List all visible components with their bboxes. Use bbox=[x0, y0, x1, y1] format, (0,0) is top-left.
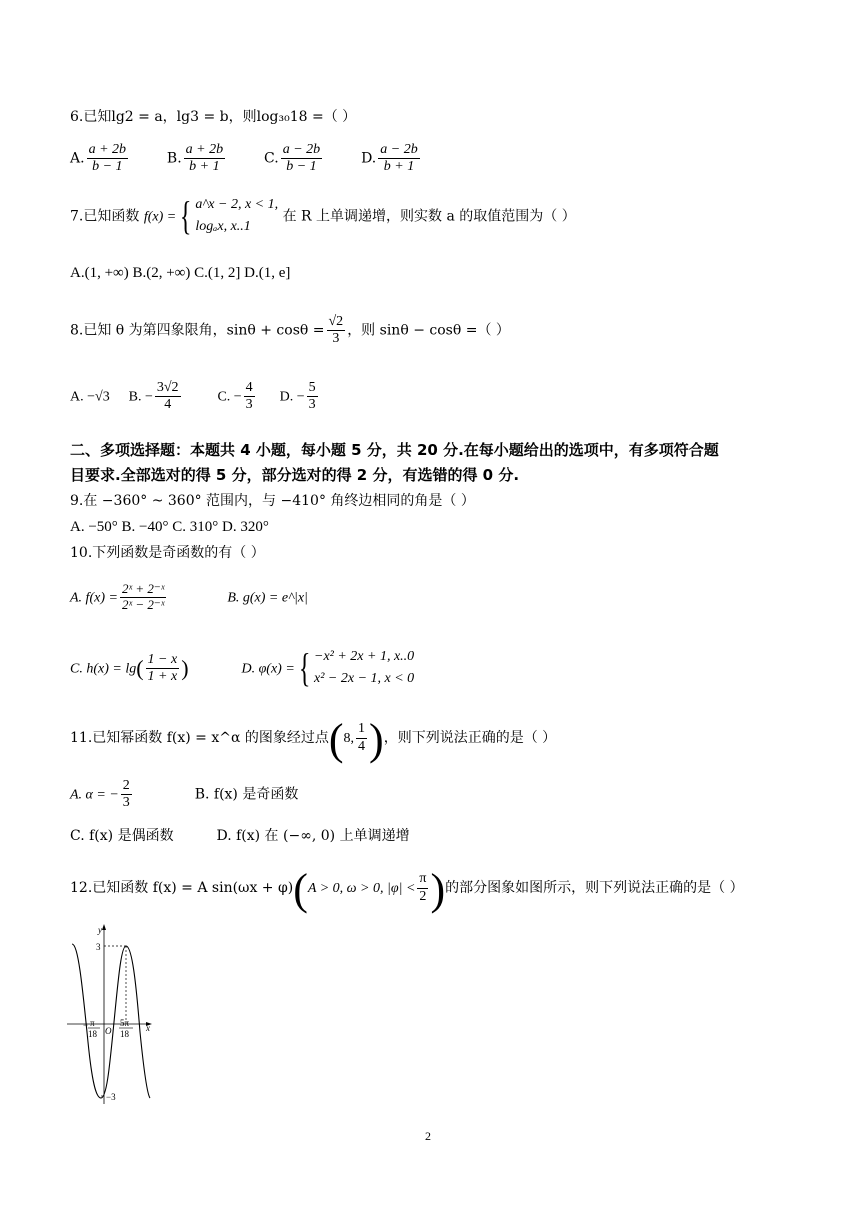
q10-opt-b: B. g(x) = e^|x| bbox=[227, 590, 308, 606]
q10-opt-d-case-2: x² − 2x − 1, x < 0 bbox=[314, 671, 415, 687]
xtick-1-sign: − bbox=[83, 1020, 89, 1030]
q6-opt-d-frac: $\frac{a - 2b}{b + 1}$ bbox=[380, 142, 418, 175]
origin-label: O bbox=[105, 1026, 112, 1036]
q6-opt-a-label: A. bbox=[70, 150, 85, 167]
q6-options bbox=[70, 142, 422, 175]
q12-suffix: 的部分图象如图所示，则下列说法正确的是（ ） bbox=[445, 880, 744, 896]
q11-opt-c: C. f(x) 是偶函数 bbox=[70, 828, 174, 844]
q8-opt-b-label: B. − bbox=[128, 389, 153, 405]
q8-opt-d-label: D. − bbox=[279, 389, 305, 405]
q12-stem: 12.已知函数 f(x) = A sin(ωx + φ)(A > 0, ω > 0, |φ| < $\frac{\pi}{2}$ )的部分图象如图所示，则下列说法正确的是（ ） bbox=[70, 865, 744, 914]
q11-point: 8, bbox=[343, 731, 355, 746]
q11-options-ab bbox=[70, 778, 298, 811]
xtick-2-num: 5π bbox=[120, 1018, 130, 1028]
q8-stem bbox=[70, 314, 510, 347]
q6-opt-b-frac: $\frac{a + 2b}{b + 1}$ bbox=[185, 142, 224, 175]
q6-stem: 6.已知lg2 = a，lg3 = b，则log₃₀18 =（ ） bbox=[70, 109, 357, 125]
q9-stem: 9.在 −360° ~ 360° 范围内，与 −410° 角终边相同的角是（ ） bbox=[70, 493, 475, 509]
q11-suffix: ，则下列说法正确的是（ ） bbox=[383, 730, 557, 746]
y-min-label: −3 bbox=[106, 1092, 116, 1102]
q7-case-1: a^x − 2, x < 1, bbox=[195, 197, 279, 212]
q8-suffix: ，则 sinθ − cosθ =（ ） bbox=[347, 322, 510, 339]
page-number: 2 bbox=[425, 1129, 431, 1143]
q10-opt-d-label: D. φ(x) = bbox=[241, 661, 295, 677]
q10-opt-c-frac: $\frac{1 - x}{1 + x}$ bbox=[147, 651, 178, 684]
q6-opt-c-frac: $\frac{a - 2b}{b - 1}$ bbox=[282, 142, 321, 175]
q7-stem: 7.已知函数 f(x) ={ a^x − 2, x < 1, logₐx, x..1 在 R 上单调递增，则实数 a 的取值范围为（ ） bbox=[70, 193, 576, 239]
q11-opt-d: D. f(x) 在 (−∞, 0) 上单调递增 bbox=[216, 828, 410, 844]
q7-case-2: logₐx, x..1 bbox=[195, 219, 251, 235]
q6-opt-c-label: C. bbox=[264, 150, 279, 167]
q8-opt-b-frac: $\frac{3√2}{4}$ bbox=[156, 380, 179, 413]
q7-prefix: 7.已知函数 bbox=[70, 208, 140, 225]
y-axis-arrow bbox=[102, 924, 106, 930]
q11-stem: 11.已知幂函数 f(x) = x^α 的图象经过点(8, $\frac{1}{4}$ )，则下列说法正确的是（ ） bbox=[70, 715, 557, 764]
q10-options-cd: C. h(x) = lg( $\frac{1 - x}{1 + x}$ ) D. φ(x) ={ −x² + 2x + 1, x..0 x² − 2x − 1, x < 0 bbox=[70, 645, 415, 691]
q9-options: A. −50° B. −40° C. 310° D. 320° bbox=[70, 519, 269, 535]
section-2-heading-line-1: 二、多项选择题：本题共 4 小题，每小题 5 分，共 20 分.在每小题给出的选项中，有多项符合题 bbox=[70, 441, 719, 459]
q10-opt-c-label: C. h(x) = lg bbox=[70, 661, 137, 677]
q10-stem: 10.下列函数是奇函数的有（ ） bbox=[70, 545, 265, 561]
q6-opt-b-label: B. bbox=[166, 150, 182, 167]
q12-condition: A > 0, ω > 0, |φ| < bbox=[307, 881, 416, 896]
q7-options: A.(1, +∞) B.(2, +∞) C.(1, 2] D.(1, e] bbox=[70, 265, 291, 281]
q12-prefix: 12.已知函数 f(x) = A sin(ωx + φ) bbox=[70, 880, 294, 896]
xtick-1-den: 18 bbox=[88, 1029, 97, 1039]
q6-opt-d-label: D. bbox=[361, 150, 377, 167]
q10-opt-d-case-1: −x² + 2x + 1, x..0 bbox=[314, 649, 415, 664]
q11-options-cd bbox=[70, 829, 410, 843]
q6-opt-a-frac: $\frac{a + 2b}{b - 1}$ bbox=[88, 142, 127, 175]
q10-opt-a-frac: $\frac{\text{2ˣ + 2⁻ˣ}}{\text{2ˣ − 2⁻ˣ}}$ bbox=[121, 581, 165, 612]
y-axis-label: y bbox=[98, 925, 102, 935]
q7-suffix: 在 R 上单调递增，则实数 a 的取值范围为（ ） bbox=[282, 208, 576, 225]
q11-opt-a-label: A. α = − bbox=[70, 787, 119, 803]
q8-options bbox=[70, 380, 320, 413]
q11-point-frac: $\frac{1}{4}$ bbox=[358, 721, 366, 754]
section-2-heading-line-2: 目要求.全部选对的得 5 分，部分选对的得 2 分，有选错的得 0 分. bbox=[70, 466, 520, 484]
q8-opt-d-frac: $\frac{5}{3}$ bbox=[308, 380, 316, 413]
q8-opt-c-frac: $\frac{4}{3}$ bbox=[245, 380, 253, 413]
q8-prefix: 8.已知 θ 为第四象限角，sinθ + cosθ = bbox=[70, 322, 325, 339]
q10-opt-a-label: A. f(x) = bbox=[70, 590, 118, 606]
q8-opt-a: A. −√3 bbox=[70, 389, 110, 405]
xtick-2-den: 18 bbox=[120, 1029, 129, 1039]
q10-options-ab bbox=[70, 582, 308, 613]
q11-opt-b: B. f(x) 是奇函数 bbox=[194, 786, 299, 803]
sine-graph bbox=[62, 922, 162, 1107]
q11-prefix: 11.已知幂函数 f(x) = x^α 的图象经过点 bbox=[70, 730, 329, 746]
q8-frac: $\frac{√2}{3}$ bbox=[328, 314, 344, 347]
y-max-label: 3 bbox=[96, 942, 101, 952]
q8-opt-c-label: C. − bbox=[217, 389, 242, 405]
q12-condition-frac: $\frac{\pi}{2}$ bbox=[419, 871, 427, 904]
x-axis-label: x bbox=[146, 1023, 150, 1033]
q11-opt-a-frac: $\frac{2}{3}$ bbox=[122, 778, 130, 811]
xtick-1-num: π bbox=[90, 1018, 95, 1028]
